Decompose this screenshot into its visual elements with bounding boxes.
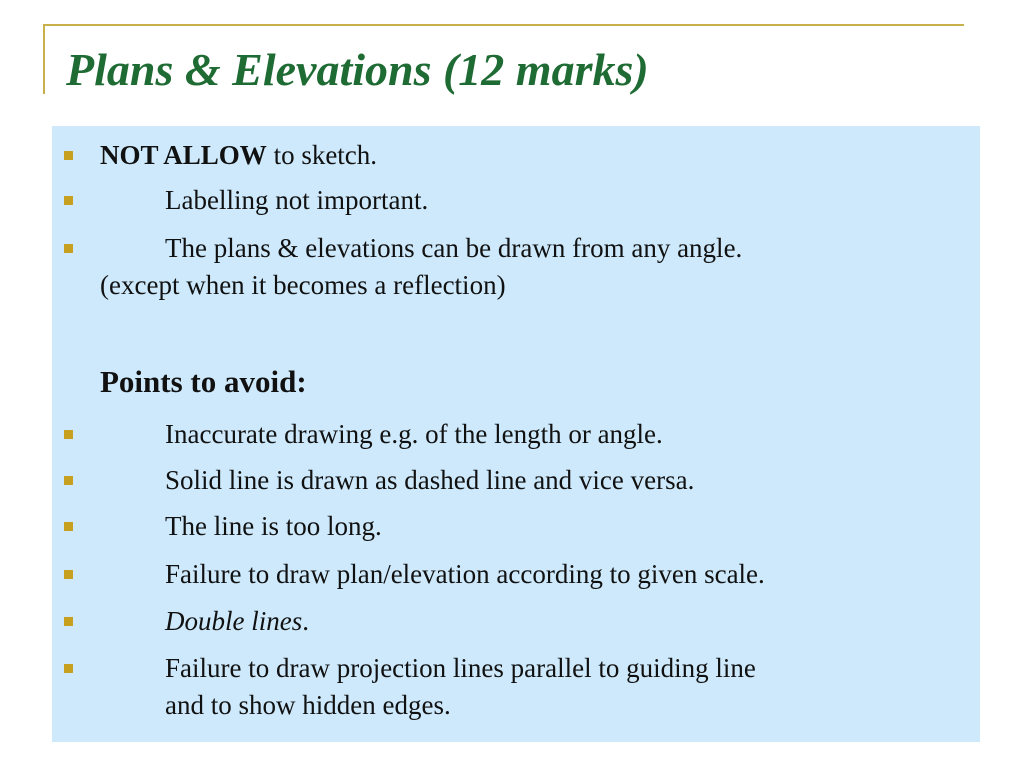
rule-item-1 [100,138,377,172]
bullet-square-icon [64,617,73,626]
frame-top-line [43,24,964,26]
avoid-item-5-rest: . [302,606,309,636]
rule-item-3-line-1: The plans & elevations can be drawn from any angle. [165,233,743,263]
avoid-item-2: Solid line is drawn as dashed line and vice versa. [165,465,695,495]
rule-item-1-bold: NOT ALLOW [100,140,267,170]
rule-item-3-line-2: (except when it becomes a reflection) [100,270,506,300]
bullet-square-icon [64,430,73,439]
slide-title: Plans & Elevations (12 marks) [66,44,649,95]
bullet-square-icon [64,244,73,253]
avoid-item-4: Failure to draw plan/elevation according to given scale. [165,559,765,589]
avoid-item-6-line-1: Failure to draw projection lines parallel to guiding line [165,653,756,683]
bullet-square-icon [64,664,73,673]
rule-item-1-rest: to sketch. [266,140,378,170]
rule-item-2: Labelling not important. [165,185,429,215]
avoid-item-1: Inaccurate drawing e.g. of the length or angle. [165,419,663,449]
bullet-square-icon [64,196,73,205]
avoid-item-5 [165,604,309,638]
avoid-item-5-italic: Double lines [165,606,303,636]
avoid-item-6-line-2: and to show hidden edges. [165,690,451,720]
frame-left-line [43,24,45,94]
bullet-square-icon [64,570,73,579]
bullet-square-icon [64,151,73,160]
avoid-item-3: The line is too long. [165,511,382,541]
bullet-square-icon [64,522,73,531]
points-to-avoid-heading: Points to avoid: [100,364,307,399]
bullet-square-icon [64,476,73,485]
